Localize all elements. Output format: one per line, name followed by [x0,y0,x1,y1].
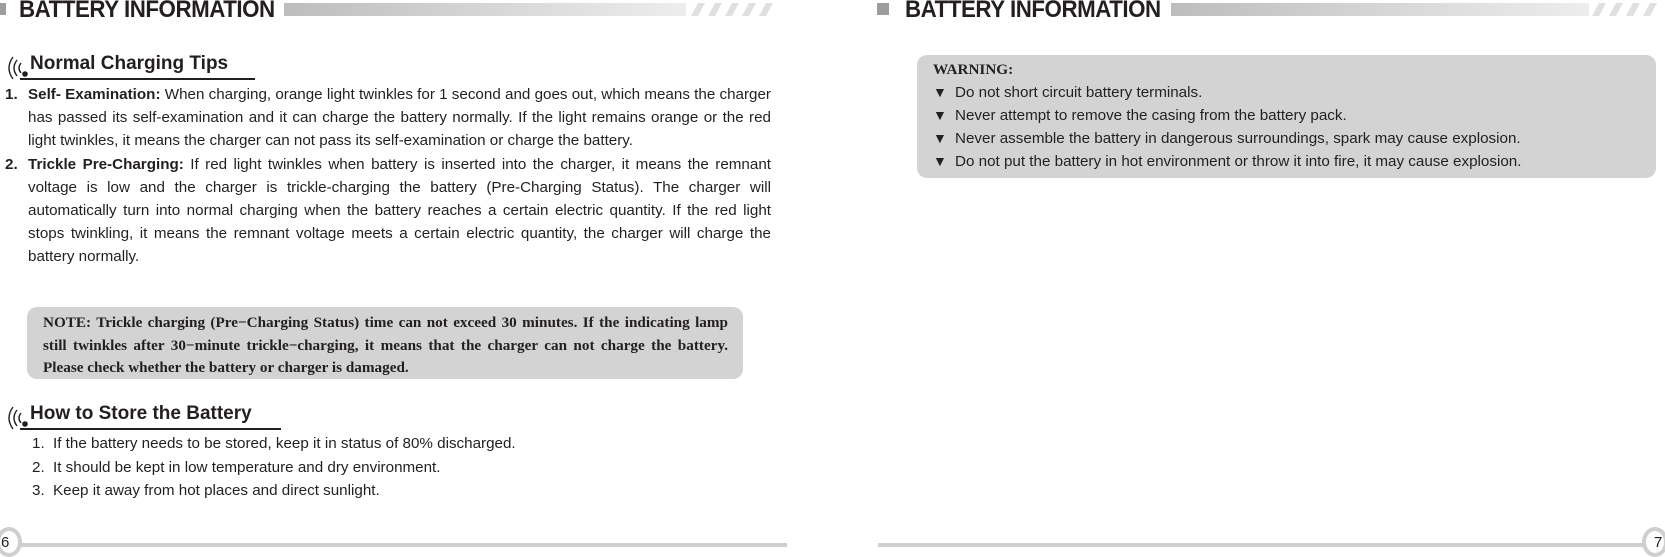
warning-item [933,150,1656,173]
list-item [32,456,516,480]
header-stripes [1589,3,1665,16]
section-title: How to Store the Battery [30,403,252,424]
storage-list [32,432,516,503]
header-title: BATTERY INFORMATION [905,0,1161,23]
section-title: Normal Charging Tips [30,53,229,74]
warning-text: Do not short circuit battery terminals. [955,84,1203,101]
item-text: When charging, orange light twinkles for 1 second and goes out, which means the charger has passed its self-examination and it can charge the battery normally. If the light remains orange or the red light twinkles, it means the charger can not pass its self-examination or charge the battery. [28,86,771,150]
triangle-down-icon: ▼ [933,153,947,169]
item-heading: Trickle Pre-Charging: [28,155,184,173]
header-bar [1171,3,1589,16]
item-text: If red light twinkles when battery is inserted into the charger, it means the remnant voltage is low and the charger is trickle-charging the battery (Pre-Charging Status). The charger will automatically turn into normal charging when the battery reaches a certain electric quantity. If the red light stops twinkling, it means the remnant voltage meets a certain electric quantity, the charger will charge the battery normally. [28,155,771,266]
title-underline [20,428,281,430]
warning-box [917,55,1656,178]
note-box: NOTE: Trickle charging (Pre−Charging Status) time can not exceed 30 minutes. If the indicating lamp still twinkles after 30−minute trickle−charging, it means that the charger can not charge the battery. Please check whether the battery or charger is damaged. [27,307,743,379]
header-bar [284,3,686,16]
item-number: 1. [32,435,45,452]
triangle-down-icon: ▼ [933,130,947,146]
triangle-down-icon: ▼ [933,107,947,123]
charging-tips-list [0,83,771,269]
item-number: 1. [5,86,18,103]
page-number: 6 [1,534,10,551]
triangle-down-icon: ▼ [933,84,947,100]
page-number: 7 [1654,534,1663,551]
footer-line [18,543,787,547]
warning-text: Never assemble the battery in dangerous surroundings, spark may cause explosion. [955,130,1521,147]
item-text: Keep it away from hot places and direct sunlight. [53,482,380,499]
item-number: 2. [32,458,45,476]
header-title: BATTERY INFORMATION [19,0,275,23]
item-heading: Self- Examination: [28,86,161,103]
list-item [32,479,516,503]
right-page [875,0,1665,550]
list-item [0,83,771,153]
list-item [32,432,516,456]
warning-item [933,127,1656,150]
warning-heading: WARNING: [933,61,1014,78]
page-header [0,0,790,22]
warning-item [933,81,1656,104]
title-underline [20,78,255,80]
header-stripes [688,3,788,16]
footer-line [878,543,1645,547]
page-header [875,0,1665,22]
item-text: It should be kept in low temperature and dry environment. [53,458,441,476]
item-number: 2. [5,155,18,173]
warning-item [933,104,1656,127]
item-number: 3. [32,482,45,499]
header-square-icon [0,3,6,15]
warning-text: Do not put the battery in hot environment or throw it into fire, it may cause explosion. [955,153,1522,170]
list-item [0,153,771,269]
warning-text: Never attempt to remove the casing from the battery pack. [955,107,1347,124]
header-square-icon [877,3,889,15]
item-text: If the battery needs to be stored, keep it in status of 80% discharged. [53,435,516,452]
left-page [0,0,790,550]
